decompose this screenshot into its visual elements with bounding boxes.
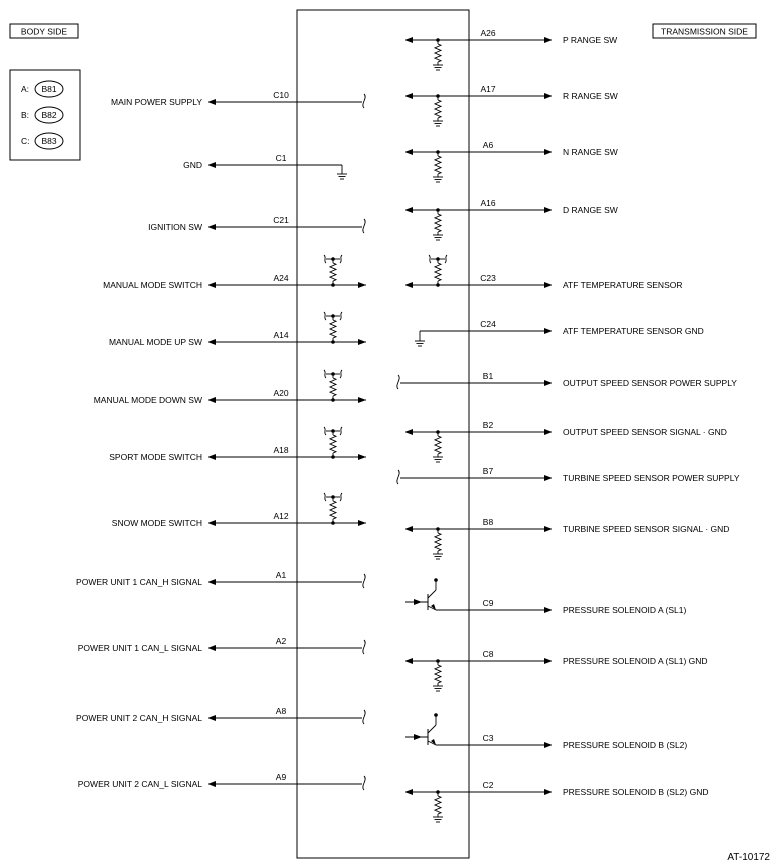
left-circuit-c1 [183, 153, 347, 179]
left-circuit-a9 [78, 772, 365, 790]
pin-label: B8 [482, 517, 494, 527]
body-side-header [10, 24, 78, 38]
signal-label: PRESSURE SOLENOID A (SL1) [563, 605, 687, 615]
pin-label: C8 [482, 649, 494, 659]
right-circuit-c2 [405, 780, 708, 822]
pin-label: A6 [482, 140, 494, 150]
pin-label: A26 [480, 28, 496, 38]
signal-label: GND [183, 160, 202, 170]
right-circuit-a16 [405, 198, 618, 240]
legend-key: B: [21, 110, 30, 120]
signal-label: ATF TEMPERATURE SENSOR [563, 280, 683, 290]
pin-label: C10 [273, 90, 289, 100]
legend-key: A: [21, 84, 30, 94]
pin-label: A17 [480, 84, 496, 94]
right-circuit-a17 [405, 84, 618, 126]
legend-connector: B83 [41, 136, 57, 146]
left-circuit-a18 [109, 427, 366, 462]
right-circuit-b8 [405, 517, 729, 559]
right-circuit-c3 [405, 713, 687, 750]
pin-label: C24 [480, 319, 496, 329]
legend-connector: B81 [41, 84, 57, 94]
right-circuit-b2 [405, 420, 727, 462]
pin-label: A9 [275, 772, 287, 782]
legend-row-a [21, 81, 63, 97]
right-circuit-b1 [397, 371, 737, 389]
legend-connector: B82 [41, 110, 57, 120]
pin-label: C2 [482, 780, 494, 790]
pin-label: A2 [275, 636, 287, 646]
signal-label: TURBINE SPEED SENSOR SIGNAL · GND [563, 524, 730, 534]
signal-label: POWER UNIT 2 CAN_L SIGNAL [77, 779, 202, 789]
pin-label: C21 [273, 215, 289, 225]
transmission-side-circuits [397, 28, 740, 822]
signal-label: SNOW MODE SWITCH [111, 518, 202, 528]
signal-label: R RANGE SW [563, 91, 618, 101]
signal-label: IGNITION SW [148, 222, 202, 232]
signal-label: SPORT MODE SWITCH [109, 452, 202, 462]
pin-label: C9 [482, 598, 494, 608]
left-circuit-a8 [76, 706, 365, 724]
signal-label: OUTPUT SPEED SENSOR POWER SUPPLY [563, 378, 737, 388]
right-circuit-c9 [405, 578, 686, 615]
right-circuit-a6 [405, 140, 618, 182]
right-circuit-c24 [415, 319, 704, 346]
signal-label: POWER UNIT 2 CAN_H SIGNAL [76, 713, 202, 723]
signal-label: OUTPUT SPEED SENSOR SIGNAL · GND [563, 427, 727, 437]
pin-label: C3 [482, 733, 494, 743]
connector-legend [10, 70, 80, 160]
left-circuit-a20 [94, 370, 366, 405]
right-circuit-c8 [405, 649, 708, 691]
signal-label: MANUAL MODE SWITCH [103, 280, 202, 290]
legend-row-b [21, 107, 63, 123]
legend-row-c [21, 133, 63, 149]
signal-label: P RANGE SW [563, 35, 618, 45]
pin-label: A12 [273, 511, 289, 521]
signal-label: ATF TEMPERATURE SENSOR GND [563, 326, 704, 336]
signal-label: POWER UNIT 1 CAN_H SIGNAL [76, 577, 202, 587]
pin-label: A1 [275, 570, 287, 580]
pin-label: A8 [275, 706, 287, 716]
pin-label: B2 [482, 420, 494, 430]
pin-label: A20 [273, 388, 289, 398]
signal-label: D RANGE SW [563, 205, 618, 215]
pin-label: A14 [273, 330, 289, 340]
left-circuit-a12 [112, 493, 366, 528]
signal-label: TURBINE SPEED SENSOR POWER SUPPLY [563, 473, 740, 483]
pin-label: C23 [480, 273, 496, 283]
signal-label: MANUAL MODE UP SW [108, 337, 202, 347]
figure-id: AT-10172 [727, 852, 770, 863]
pin-label: B7 [482, 466, 494, 476]
signal-label: N RANGE SW [563, 147, 618, 157]
right-circuit-a26 [405, 28, 617, 70]
ecu-box [297, 10, 469, 858]
left-circuit-a2 [78, 636, 365, 654]
signal-label: PRESSURE SOLENOID B (SL2) GND [563, 787, 709, 797]
left-circuit-c10 [111, 90, 365, 108]
pin-label: A16 [480, 198, 496, 208]
transmission-side-header [653, 24, 756, 38]
legend-key: C: [21, 136, 30, 146]
right-circuit-c23 [405, 255, 683, 290]
pin-label: A18 [273, 445, 289, 455]
left-circuit-a14 [109, 312, 366, 347]
signal-label: PRESSURE SOLENOID A (SL1) GND [563, 656, 708, 666]
right-circuit-b7 [397, 466, 740, 484]
body-side-label: BODY SIDE [20, 26, 68, 37]
pin-label: C1 [275, 153, 287, 163]
signal-label: MANUAL MODE DOWN SW [93, 395, 202, 405]
left-circuit-a24 [103, 255, 366, 290]
signal-label: POWER UNIT 1 CAN_L SIGNAL [77, 643, 202, 653]
pin-label: B1 [482, 371, 494, 381]
left-circuit-c21 [148, 215, 365, 233]
signal-label: MAIN POWER SUPPLY [111, 97, 202, 107]
body-side-circuits [76, 90, 366, 790]
transmission-side-label: TRANSMISSION SIDE [661, 26, 748, 37]
pin-label: A24 [273, 273, 289, 283]
left-circuit-a1 [76, 570, 365, 588]
signal-label: PRESSURE SOLENOID B (SL2) [563, 740, 688, 750]
